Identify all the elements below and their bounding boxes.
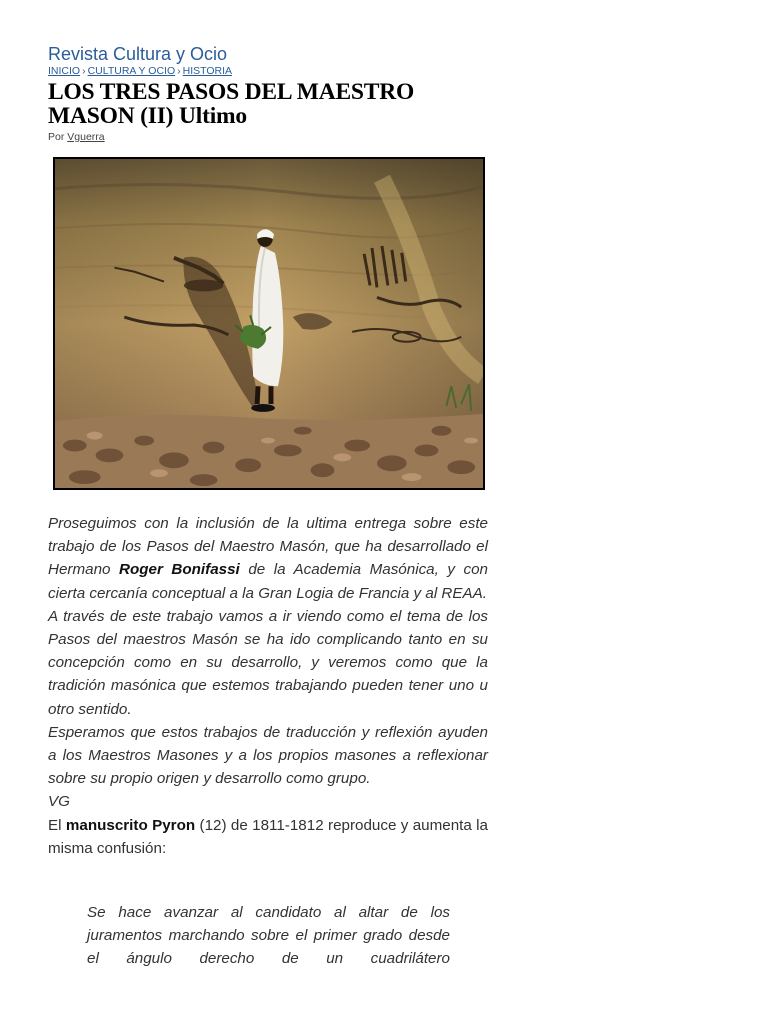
article-title-line1: LOS TRES PASOS DEL MAESTRO [48, 79, 415, 105]
breadcrumb-historia[interactable]: HISTORIA [182, 65, 233, 77]
author-name-roger-bonifassi: Roger Bonifassi [119, 561, 240, 579]
article-title [48, 80, 488, 128]
blockquote: Se hace avanzar al candidato al altar de los juramentos marchando sobre el primer grado desde el ángulo derecho de un cuadrilátero [87, 904, 450, 968]
byline-prefix: Por [48, 131, 65, 143]
body-paragraph-pyron: El manuscrito Pyron (12) de 1811-1812 reproduce y aumenta la misma confusión: [48, 816, 488, 857]
intro-signature: VG [48, 793, 70, 811]
intro-paragraph-2: A través de este trabajo vamos a ir viendo como el tema de los Pasos del maestros Masón se ha ido complicando tanto en su concepción como en su desarrollo, y veremos como que la tradición masónica que estemos trabajando pueden tener uno u otro sentido. [48, 607, 488, 718]
manuscrito-pyron-term: manuscrito Pyron [65, 816, 196, 834]
breadcrumb-separator: › [177, 65, 181, 77]
intro-paragraph-1: Proseguimos con la inclusión de la ultima entrega sobre este trabajo de los Pasos del Maestro Masón, que ha desarrollado el Hermano Roger Bonifassi de la Academia Masónica, y con cierta cercanía conceptual a la Gran Logia de Francia y al REAA. [48, 515, 488, 602]
article-photo [53, 157, 485, 490]
breadcrumb [48, 65, 488, 78]
article-body [48, 512, 488, 860]
photo-illustration [55, 159, 483, 488]
article-title-line2: MASON (II) Ultimo [48, 103, 247, 129]
intro-paragraph-3: Esperamos que estos trabajos de traducción y reflexión ayuden a los Maestros Masones y a los propios masones a reflexionar sobre su propio origen y desarrollo como grupo. [48, 723, 488, 788]
header [48, 44, 488, 144]
breadcrumb-cultura-y-ocio[interactable]: CULTURA Y OCIO [87, 65, 176, 77]
breadcrumb-inicio[interactable]: INICIO [48, 65, 81, 77]
byline [48, 131, 488, 144]
author-link[interactable]: Vguerra [67, 131, 105, 143]
breadcrumb-separator: › [82, 65, 86, 77]
site-title[interactable]: Revista Cultura y Ocio [48, 44, 228, 64]
